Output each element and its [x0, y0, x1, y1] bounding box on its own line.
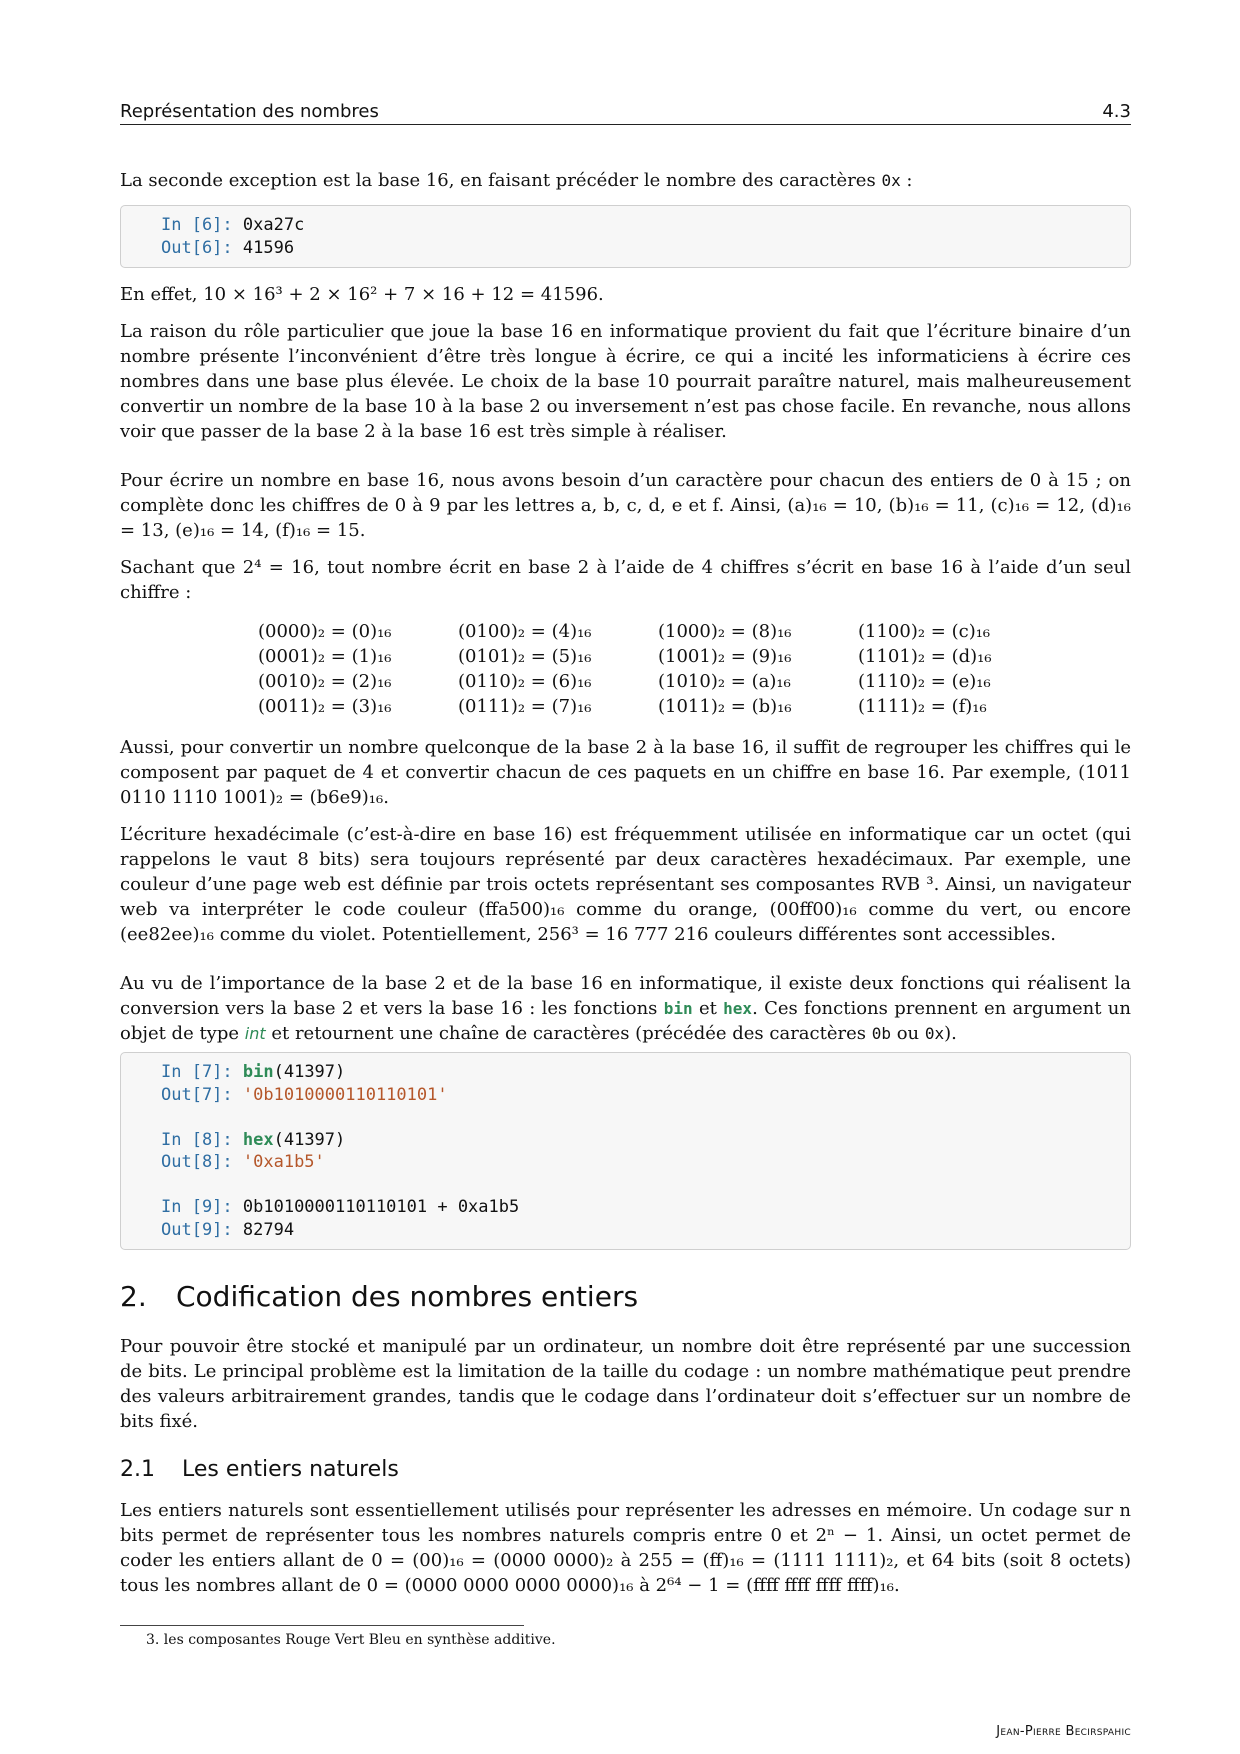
table-row	[258, 619, 1058, 644]
code-line: In [8]: hex(41397)	[161, 1129, 346, 1150]
header-title: Représentation des nombres	[120, 101, 379, 122]
code-block-1	[120, 205, 1131, 268]
code-block-2	[120, 1052, 1131, 1250]
inline-code-0x: 0x	[881, 171, 901, 190]
paragraph-en-effet: En effet, 10 × 16³ + 2 × 16² + 7 × 16 + 12 = 41596.	[120, 284, 604, 305]
table-cell: (0111)₂ = (7)₁₆	[458, 696, 592, 717]
table-cell: (1010)₂ = (a)₁₆	[658, 671, 791, 692]
inline-code-0b: 0b	[871, 1024, 891, 1043]
paragraph-entiers-naturels: Les entiers naturels sont essentiellement utilisés pour représenter les adresses en mémoire. Un codage sur n bits permet de représenter tous les nombres naturels compris entre 0 et 2ⁿ − 1. Ainsi, un octet permet de coder les entiers allant de 0 = (00)₁₆ = (0000 0000)₂ à 255 = (ff)₁₆ = (1111 1111)₂, et 64 bits (soit 8 octets) tous les nombres allant de 0 = (0000 0000 0000 0000)₁₆ à 2⁶⁴ − 1 = (ffff ffff ffff ffff)₁₆.	[120, 1500, 1131, 1596]
table-cell: (0101)₂ = (5)₁₆	[458, 646, 592, 667]
paragraph-bin-hex-functions: Au vu de l’importance de la base 2 et de la base 16 en informatique, il existe deux fonctions qui réalisent la conversion vers la base 2 et vers la base 16 : les fonctions bin et hex. Ces fonctions prennent en argument un objet de type int et retournent une chaîne de caractères (précédée des caractères 0b ou 0x).	[120, 973, 1131, 1044]
code-line: In [6]: 0xa27c	[161, 215, 305, 235]
table-cell: (0001)₂ = (1)₁₆	[258, 646, 392, 667]
table-cell: (0000)₂ = (0)₁₆	[258, 621, 392, 642]
table-cell: (1101)₂ = (d)₁₆	[858, 646, 992, 667]
footnote: 3. les composantes Rouge Vert Bleu en synthèse additive.	[146, 1632, 556, 1648]
header-section-number: 4.3	[1102, 101, 1131, 122]
code-line: In [7]: bin(41397)	[161, 1062, 346, 1082]
code-line: In [9]: 0b1010000110110101 + 0xa1b5	[161, 1197, 520, 1217]
code-line: Out[9]: 82794	[161, 1219, 295, 1240]
main-content	[120, 168, 1131, 1610]
paragraph-role-base16: La raison du rôle particulier que joue la base 16 en informatique provient du fait que l’écriture binaire d’un nombre présente l’inconvénient d’être très longue à écrire, ce qui a incité les informaticiens à écrire ces nombres dans une base plus élevée. Le choix de la base 10 pourrait paraître naturel, mais malheureusement convertir un nombre de la base 10 à la base 2 ou inversement n’est pas chose facile. En revanche, nous allons voir que passer de la base 2 à la base 16 est très simple à réaliser.	[120, 321, 1131, 442]
paragraph-codification: Pour pouvoir être stocké et manipulé par un ordinateur, un nombre doit être représenté par une succession de bits. Le principal problème est la limitation de la taille du codage : un nombre mathématique peut prendre des valeurs arbitrairement grandes, tandis que le codage dans l’ordinateur doit s’effectuer sur un nombre de bits fixé.	[120, 1336, 1131, 1432]
author-footer: Jean-Pierre Becirspahic	[996, 1724, 1131, 1739]
table-cell: (0100)₂ = (4)₁₆	[458, 621, 592, 642]
binary-hex-conversion-table	[258, 619, 1058, 719]
table-row	[258, 644, 1058, 669]
code-line: Out[7]: '0b1010000110110101'	[161, 1084, 448, 1105]
table-cell: (1100)₂ = (c)₁₆	[858, 621, 991, 642]
running-header	[120, 98, 1131, 125]
table-cell: (0110)₂ = (6)₁₆	[458, 671, 592, 692]
inline-type-int: int	[244, 1024, 266, 1043]
code-line: Out[6]: 41596	[161, 237, 295, 258]
table-cell: (1011)₂ = (b)₁₆	[658, 696, 792, 717]
paragraph-hexadecimal-usage: L’écriture hexadécimale (c’est-à-dire en base 16) est fréquemment utilisée en informatique car un octet (qui rappelons le vaut 8 bits) sera toujours représenté par deux caractères hexadécimaux. Par exemple, une couleur d’une page web est définie par trois octets représentant ses composantes RVB ³. Ainsi, un navigateur web va interpréter le code couleur (ffa500)₁₆ comme du orange, (00ff00)₁₆ comme du vert, ou encore (ee82ee)₁₆ comme du violet. Potentiellement, 256³ = 16 777 216 couleurs différentes sont accessibles.	[120, 824, 1131, 945]
table-cell: (1111)₂ = (f)₁₆	[858, 696, 987, 717]
subsection-heading-2-1: 2.1 Les entiers naturels	[120, 1457, 399, 1482]
paragraph-conversion-example: Aussi, pour convertir un nombre quelconque de la base 2 à la base 16, il suffit de regrouper les chiffres qui le composent par paquet de 4 et convertir chacun de ces paquets en un chiffre en base 16. Par exemple, (1011 0110 1110 1001)₂ = (b6e9)₁₆.	[120, 737, 1131, 808]
table-cell: (0010)₂ = (2)₁₆	[258, 671, 392, 692]
table-cell: (0011)₂ = (3)₁₆	[258, 696, 392, 717]
paragraph-base16-intro: La seconde exception est la base 16, en faisant précéder le nombre des caractères 0x :	[120, 170, 913, 191]
inline-code-hex: hex	[723, 999, 753, 1018]
footnote-divider	[120, 1625, 524, 1626]
inline-code-bin: bin	[663, 999, 693, 1018]
section-heading-2: 2. Codification des nombres entiers	[120, 1280, 639, 1313]
table-cell: (1110)₂ = (e)₁₆	[858, 671, 991, 692]
inline-code-0x: 0x	[924, 1024, 945, 1043]
table-row	[258, 694, 1058, 719]
code-line: Out[8]: '0xa1b5'	[161, 1152, 325, 1172]
paragraph-sachant: Sachant que 2⁴ = 16, tout nombre écrit en base 2 à l’aide de 4 chiffres s’écrit en base 16 à l’aide d’un seul chiffre :	[120, 557, 1131, 603]
table-cell: (1000)₂ = (8)₁₆	[658, 621, 792, 642]
table-row	[258, 669, 1058, 694]
table-cell: (1001)₂ = (9)₁₆	[658, 646, 792, 667]
paragraph-hex-digits: Pour écrire un nombre en base 16, nous avons besoin d’un caractère pour chacun des entiers de 0 à 15 ; on complète donc les chiffres de 0 à 9 par les lettres a, b, c, d, e et f. Ainsi, (a)₁₆ = 10, (b)₁₆ = 11, (c)₁₆ = 12, (d)₁₆ = 13, (e)₁₆ = 14, (f)₁₆ = 15.	[120, 470, 1131, 541]
